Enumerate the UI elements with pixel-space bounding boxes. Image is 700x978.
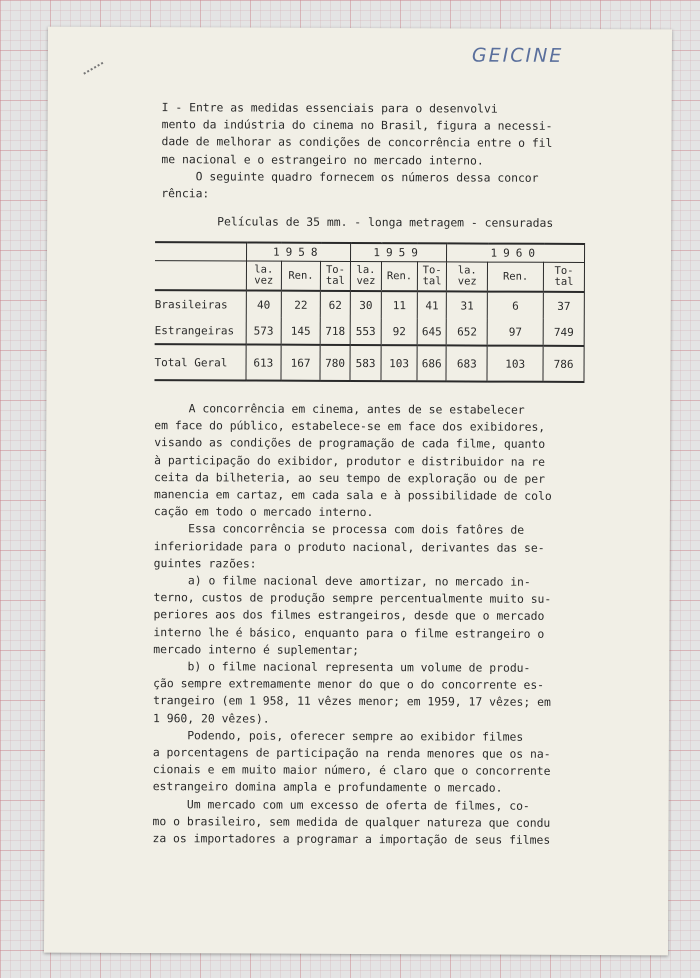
document-sheet <box>44 27 672 956</box>
table-cell: 40 <box>246 291 281 318</box>
year-header: 1960 <box>447 243 585 262</box>
subheader-first: la. vez <box>246 261 281 291</box>
table-cell: 167 <box>281 345 320 381</box>
year-header: 1958 <box>246 243 350 262</box>
table-subheader-row <box>155 261 585 292</box>
subheader-first: la. vez <box>447 262 488 292</box>
subheader-total: To- tal <box>321 261 351 291</box>
table-cell: 786 <box>543 346 584 382</box>
table-cell: 37 <box>543 292 584 319</box>
table-cell: 573 <box>246 318 281 345</box>
table-cell: 92 <box>381 318 417 345</box>
body-paragraphs: A concorrência em cinema, antes de se estabelecer em face do público, estabelece-se em face dos exibidores, visando as condições de programação de cada filme, quanto à participação do exibidor, produtor e distribuidor na re ceita da bilheteria, ao seu tempo de exploração ou de per manencia em cartaz, em cada sala e à possibilidade de colo cação em todo o mercado interno. Essa concorrência se processa com dois fatôres de inferioridade para o produto nacional, derivantes das se- guintes razões: a) o filme nacional deve amortizar, no mercado in- terno, custos de produção sempre percentualmente muito su- periores aos dos filmes estrangeiros, desde que o mercado interno lhe é básico, enquanto para o filme estrangeiro o mercado interno é suplementar; b) o filme nacional representa um volume de produ- ção sempre extremamente menor do que o do concorrente es- trangeiro (em 1 958, 11 vêzes menor; em 1959, 17 vêzes; em 1 960, 20 vêzes). Podendo, pois, oferecer sempre ao exibidor filmes a porcentagens de participação na renda menores que os na- cionais e em muito maior número, é claro que o concorrente estrangeiro domina ampla e profundamente o mercado. Um mercado com um excesso de oferta de filmes, co- mo o brasileiro, sem medida de qualquer natureza que condu za os importadores a programar a importação de seus filmes <box>152 401 552 847</box>
table-cell: 6 <box>487 292 543 319</box>
row-label: Total Geral <box>154 344 245 380</box>
row-label: Estrangeiras <box>155 317 246 344</box>
table-row-total <box>154 344 584 382</box>
table-cell: 31 <box>447 291 488 318</box>
subheader-reruns: Ren. <box>488 262 544 292</box>
table-row-estrangeiras <box>155 317 585 346</box>
table-year-header <box>155 242 585 262</box>
year-header: 1959 <box>350 243 447 262</box>
pencil-mark-icon <box>83 62 106 80</box>
row-label: Brasileiras <box>155 290 246 317</box>
subheader-reruns: Ren. <box>281 261 320 291</box>
competition-table <box>154 241 585 383</box>
table-cell: 22 <box>281 291 320 318</box>
table-cell: 41 <box>417 291 447 318</box>
table-cell: 686 <box>417 345 447 381</box>
table-cell: 683 <box>446 345 487 381</box>
table-cell: 11 <box>382 291 418 318</box>
subheader-total: To- tal <box>417 262 447 292</box>
table-cell: 780 <box>320 345 350 381</box>
table-cell: 749 <box>543 319 584 346</box>
table-caption: Películas de 35 mm. - longa metragem - censuradas <box>217 214 554 230</box>
table-cell: 718 <box>320 318 350 345</box>
subheader-total: To- tal <box>544 262 585 292</box>
table-cell: 613 <box>246 345 281 381</box>
table-cell: 62 <box>320 291 350 318</box>
table-cell: 145 <box>281 318 320 345</box>
table-cell: 103 <box>487 346 543 382</box>
table-cell: 553 <box>350 318 382 345</box>
table-row-brasileiras <box>155 290 585 319</box>
table-cell: 103 <box>381 345 417 381</box>
intro-paragraph: I - Entre as medidas essenciais para o desenvolvi mento da indústria do cinema no Brasil, figura a necessi- dade de melhorar as condições de concorrência entre o fil me nacional e o estrangeiro no mercado interno. O seguinte quadro fornecem os números dessa concor rência: <box>161 100 553 201</box>
table-cell: 645 <box>417 318 447 345</box>
subheader-first: la. vez <box>350 261 382 291</box>
table-cell: 97 <box>487 319 543 346</box>
subheader-reruns: Ren. <box>382 262 418 292</box>
table-cell: 652 <box>447 318 488 345</box>
table-cell: 30 <box>350 291 382 318</box>
handwritten-annotation: GEICINE <box>471 44 564 67</box>
table-cell: 583 <box>350 345 382 381</box>
